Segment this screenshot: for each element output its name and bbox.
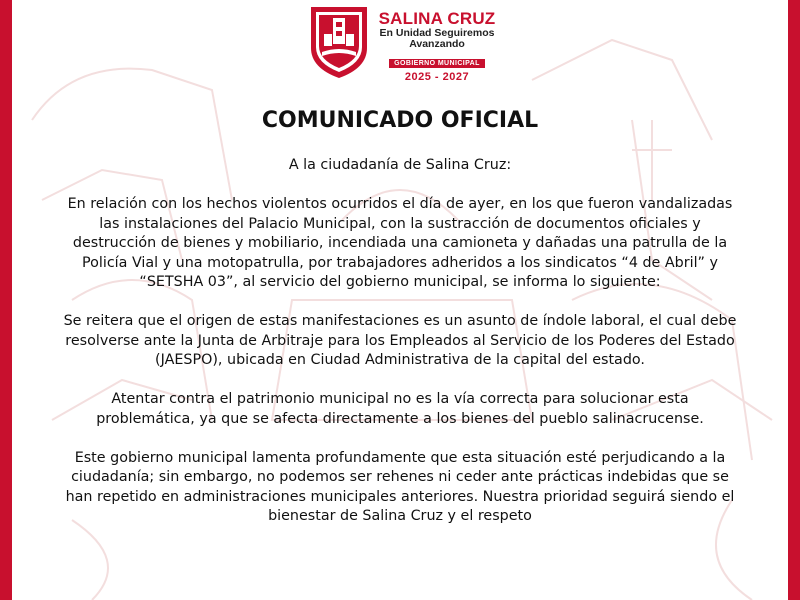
paragraph-4: Este gobierno municipal lamenta profundamente que esta situación esté perjudicando a la ciudadanía; sin embargo, no podemos ser rehenes ni ceder ante prácticas indebidas que se han repetido en administraciones municipales anteriores. Nuestra prioridad seguirá siendo el bienestar de Salina Cruz y el respeto: [65, 449, 735, 524]
slogan-line-2: Avanzando: [409, 38, 465, 50]
paragraph-1: En relación con los hechos violentos ocurridos el día de ayer, en los que fueron vandalizadas las instalaciones del Palacio Municipal, con la sustracción de documentos oficiales y destrucción de bienes y mobiliario, incendiada una camioneta y dañadas una patrulla de la Policía Vial y una motopatrulla, por trabajadores adheridos a los sindicatos “4 de Abril” y “SETSHA 03”, al servicio del gobierno municipal, se informa lo siguiente:: [67, 196, 733, 290]
document-page: [12, 0, 788, 600]
greeting-line: A la ciudadanía de Salina Cruz:: [288, 157, 512, 173]
paragraph-3: Atentar contra el patrimonio municipal no es la vía correcta para solucionar esta problemática, ya que se afecta directamente a los bienes del pueblo salinacrucense.: [96, 391, 704, 427]
right-red-border: [788, 0, 800, 600]
government-label: GOBIERNO MUNICIPAL: [389, 59, 485, 68]
administration-years: 2025 - 2027: [404, 71, 470, 83]
slogan-line-1: En Unidad Seguiremos: [379, 27, 495, 39]
left-red-border: [0, 0, 12, 600]
document-title: COMUNICADO OFICIAL: [261, 108, 539, 133]
brand-name: SALINA CRUZ: [378, 9, 496, 28]
brand-text-block: [370, 10, 504, 83]
document-body: [62, 156, 738, 546]
municipal-logo-header: [308, 4, 504, 82]
municipal-shield-logo: [308, 4, 370, 80]
paragraph-2: Se reitera que el origen de estas manifestaciones es un asunto de índole laboral, el cual debe resolverse ante la Junta de Arbitraje para los Empleados al Servicio de los Poderes del Estado (JAESPO), ubicada en Ciudad Administrativa de la capital del estado.: [63, 313, 737, 368]
